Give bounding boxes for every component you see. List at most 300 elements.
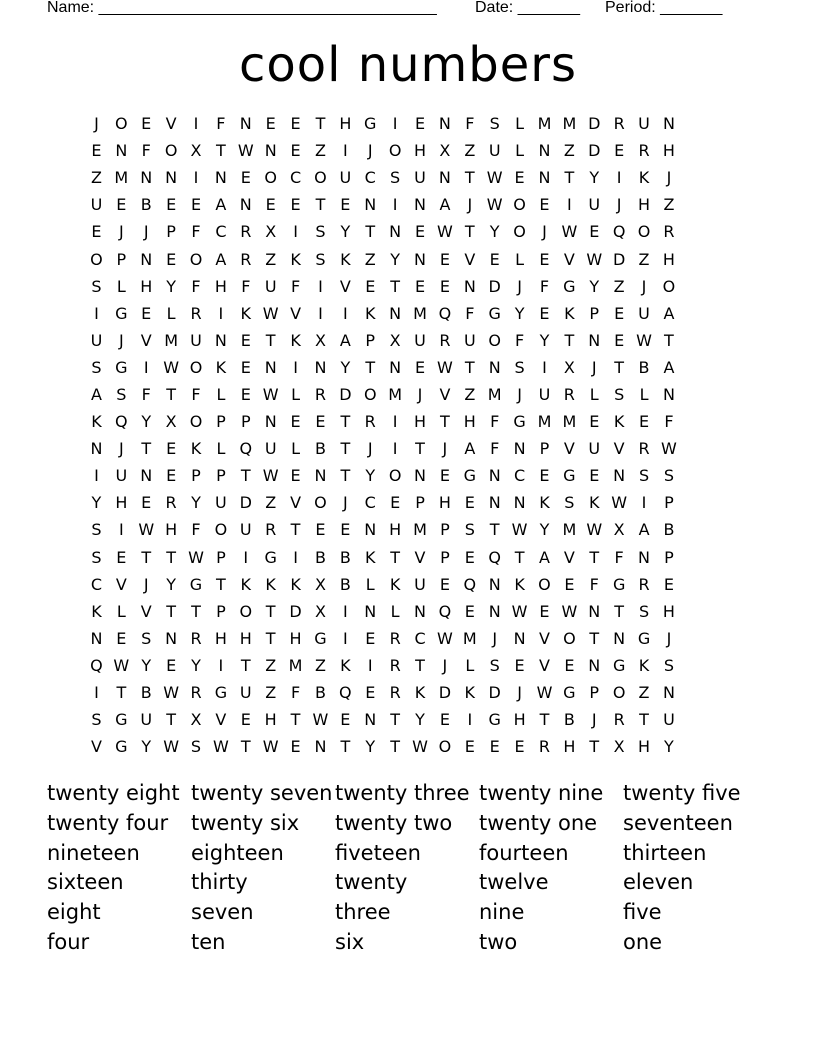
grid-letter: H	[389, 520, 402, 540]
grid-letter: H	[662, 249, 675, 269]
word-list-item: thirty	[191, 870, 248, 895]
grid-letter: J	[467, 195, 473, 215]
grid-letter: S	[91, 276, 102, 296]
grid-letter: V	[464, 249, 476, 269]
grid-letter: L	[639, 384, 649, 404]
grid-letter: P	[116, 249, 127, 269]
grid-letter: X	[190, 710, 202, 730]
grid-letter: P	[191, 466, 201, 486]
grid-letter: V	[613, 439, 625, 459]
grid-letter: K	[564, 303, 575, 323]
grid-letter: W	[163, 357, 180, 377]
grid-letter: G	[488, 303, 501, 323]
grid-letter: T	[415, 439, 425, 459]
grid-letter: K	[364, 303, 376, 323]
grid-letter: W	[312, 710, 329, 730]
grid-letter: E	[414, 276, 426, 296]
grid-letter: X	[314, 574, 326, 594]
grid-letter: C	[414, 628, 426, 648]
grid-letter: O	[239, 601, 253, 621]
grid-letter: W	[262, 737, 279, 757]
grid-letter: J	[492, 628, 498, 648]
word-list-item: seven	[191, 900, 254, 925]
grid-letter: M	[114, 168, 129, 188]
grid-letter: T	[141, 439, 152, 459]
grid-letter: C	[289, 168, 302, 188]
grid-letter: K	[190, 439, 202, 459]
grid-letter: O	[189, 249, 203, 269]
grid-letter: E	[290, 737, 301, 757]
grid-letter: T	[390, 276, 401, 296]
grid-letter: E	[340, 195, 351, 215]
grid-letter: K	[290, 330, 301, 350]
grid-letter: B	[638, 357, 650, 377]
grid-row	[84, 137, 732, 164]
grid-letter: O	[563, 628, 576, 648]
grid-letter: N	[214, 168, 227, 188]
grid-letter: N	[140, 168, 153, 188]
grid-letter: I	[94, 683, 99, 703]
grid-letter: T	[191, 601, 201, 621]
grid-letter: D	[612, 249, 626, 269]
grid-letter: A	[215, 195, 227, 215]
grid-letter: O	[314, 493, 327, 513]
grid-letter: E	[464, 493, 475, 513]
grid-letter: N	[389, 303, 402, 323]
grid-letter: E	[439, 249, 450, 269]
grid-letter: I	[293, 547, 298, 567]
grid-letter: I	[342, 303, 348, 323]
grid-letter: A	[215, 249, 227, 269]
grid-letter: S	[638, 601, 650, 621]
grid-letter: T	[639, 710, 649, 730]
grid-letter: Y	[489, 222, 500, 242]
grid-letter: A	[464, 439, 476, 459]
grid-letter: X	[190, 141, 202, 161]
grid-letter: R	[240, 249, 252, 269]
grid-letter: Z	[314, 141, 326, 161]
grid-letter: K	[638, 655, 650, 675]
grid-letter: Z	[464, 384, 476, 404]
grid-letter: N	[364, 195, 377, 215]
grid-letter: O	[513, 222, 526, 242]
grid-letter: V	[290, 493, 302, 513]
grid-letter: N	[538, 168, 551, 188]
grid-letter: H	[214, 276, 227, 296]
grid-letter: N	[488, 466, 501, 486]
grid-letter: K	[91, 601, 102, 621]
grid-letter: T	[216, 574, 226, 594]
grid-letter: T	[390, 710, 401, 730]
word-list-item: six	[335, 929, 365, 954]
grid-letter: X	[613, 737, 625, 757]
grid-letter: T	[415, 655, 425, 675]
grid-letter: L	[515, 249, 525, 269]
word-list-item: one	[623, 929, 663, 954]
grid-letter: Y	[191, 493, 201, 513]
grid-letter: N	[588, 601, 601, 621]
grid-letter: E	[514, 168, 525, 188]
grid-letter: B	[314, 439, 326, 459]
grid-row	[84, 625, 732, 652]
grid-letter: G	[612, 574, 626, 594]
grid-letter: K	[290, 249, 301, 269]
grid-letter: K	[240, 303, 252, 323]
grid-letter: P	[216, 412, 226, 432]
grid-letter: O	[388, 466, 402, 486]
grid-letter: U	[588, 439, 601, 459]
grid-letter: W	[212, 737, 229, 757]
grid-letter: Z	[563, 141, 575, 161]
grid-letter: G	[563, 683, 576, 703]
word-list-item: seventeen	[623, 810, 733, 835]
grid-letter: W	[163, 737, 180, 757]
grid-letter: F	[614, 547, 624, 567]
grid-letter: J	[442, 439, 448, 459]
grid-letter: J	[118, 439, 124, 459]
word-list-item: twenty nine	[479, 781, 604, 805]
grid-letter: H	[438, 493, 451, 513]
grid-letter: R	[190, 683, 202, 703]
grid-letter: V	[414, 547, 426, 567]
grid-letter: N	[588, 330, 601, 350]
grid-letter: W	[437, 628, 453, 648]
grid-letter: P	[589, 683, 600, 703]
period-field-label: Period: _______	[605, 0, 723, 16]
grid-letter: R	[613, 710, 625, 730]
grid-letter: D	[588, 141, 601, 161]
grid-letter: U	[538, 384, 551, 404]
grid-letter: T	[664, 330, 674, 350]
grid-letter: W	[511, 601, 528, 621]
grid-letter: X	[389, 330, 401, 350]
grid-letter: J	[367, 141, 373, 161]
grid-letter: T	[390, 547, 401, 567]
grid-letter: K	[364, 547, 376, 567]
grid-letter: F	[191, 276, 201, 296]
grid-letter: O	[363, 384, 377, 404]
grid-letter: E	[390, 493, 401, 513]
grid-letter: X	[314, 601, 326, 621]
grid-letter: U	[215, 493, 227, 513]
grid-letter: J	[517, 276, 522, 296]
grid-letter: R	[638, 141, 650, 161]
grid-letter: H	[563, 737, 576, 757]
grid-letter: E	[514, 655, 525, 675]
grid-letter: U	[90, 195, 103, 215]
grid-letter: R	[613, 114, 625, 134]
grid-letter: W	[561, 222, 578, 242]
grid-letter: U	[239, 683, 252, 703]
grid-letter: O	[612, 683, 626, 703]
grid-row	[84, 354, 732, 381]
grid-letter: L	[116, 601, 126, 621]
grid-letter: B	[140, 683, 152, 703]
grid-letter: N	[90, 628, 103, 648]
grid-letter: J	[616, 195, 622, 215]
grid-letter: W	[511, 520, 528, 540]
grid-letter: T	[166, 384, 176, 404]
grid-letter: N	[588, 655, 601, 675]
grid-letter: E	[240, 710, 251, 730]
grid-letter: F	[490, 439, 500, 459]
grid-letter: E	[439, 710, 450, 730]
word-list-item: twenty three	[335, 781, 470, 805]
grid-letter: A	[539, 547, 550, 567]
grid-letter: Y	[365, 466, 376, 486]
grid-letter: M	[537, 114, 552, 134]
grid-letter: T	[564, 168, 575, 188]
grid-letter: E	[539, 195, 550, 215]
grid-letter: L	[291, 384, 301, 404]
grid-letter: N	[538, 141, 551, 161]
grid-letter: H	[264, 710, 277, 730]
grid-letter: P	[216, 466, 226, 486]
grid-letter: F	[191, 520, 201, 540]
grid-letter: H	[638, 737, 651, 757]
grid-letter: K	[215, 357, 227, 377]
grid-letter: W	[661, 439, 677, 459]
grid-letter: J	[143, 222, 149, 242]
grid-letter: T	[340, 466, 351, 486]
grid-letter: L	[291, 439, 301, 459]
grid-letter: W	[113, 655, 130, 675]
grid-letter: E	[290, 141, 301, 161]
word-list-item: twenty four	[47, 810, 169, 835]
grid-letter: I	[342, 141, 348, 161]
grid-letter: U	[663, 710, 675, 730]
grid-letter: E	[116, 195, 127, 215]
grid-letter: N	[239, 195, 252, 215]
grid-letter: V	[115, 574, 127, 594]
grid-letter: G	[115, 710, 128, 730]
grid-letter: E	[539, 303, 550, 323]
grid-letter: I	[193, 168, 199, 188]
grid-letter: H	[513, 710, 526, 730]
grid-letter: H	[339, 114, 352, 134]
grid-letter: B	[339, 547, 351, 567]
grid-letter: I	[243, 547, 249, 567]
grid-letter: U	[463, 330, 476, 350]
grid-letter: V	[290, 303, 302, 323]
grid-letter: E	[638, 412, 650, 432]
grid-letter: N	[414, 601, 426, 621]
grid-letter: J	[591, 710, 597, 730]
grid-letter: E	[589, 466, 600, 486]
grid-letter: R	[638, 574, 650, 594]
grid-letter: E	[489, 249, 500, 269]
grid-letter: F	[490, 412, 500, 432]
grid-letter: H	[140, 276, 153, 296]
grid-letter: R	[389, 683, 401, 703]
grid-letter: U	[488, 141, 501, 161]
grid-letter: N	[214, 330, 227, 350]
grid-letter: I	[94, 303, 99, 323]
grid-letter: K	[464, 683, 476, 703]
grid-letter: S	[91, 710, 102, 730]
grid-letter: W	[636, 330, 652, 350]
grid-letter: E	[365, 276, 376, 296]
grid-letter: Q	[463, 574, 477, 594]
grid-letter: T	[365, 222, 376, 242]
grid-letter: V	[215, 710, 227, 730]
grid-letter: E	[141, 114, 152, 134]
grid-letter: E	[539, 601, 550, 621]
grid-letter: G	[214, 683, 228, 703]
grid-letter: E	[439, 276, 450, 296]
grid-letter: T	[216, 141, 226, 161]
grid-letter: S	[390, 168, 401, 188]
word-list-item: twelve	[479, 870, 549, 895]
grid-letter: E	[116, 628, 127, 648]
grid-letter: N	[638, 547, 651, 567]
grid-letter: W	[262, 466, 279, 486]
grid-row	[84, 489, 732, 516]
grid-row	[84, 652, 732, 679]
grid-letter: T	[290, 710, 301, 730]
grid-letter: E	[514, 737, 525, 757]
grid-letter: N	[165, 168, 178, 188]
word-list-item: twenty seven	[191, 781, 333, 805]
grid-letter: K	[389, 574, 401, 594]
grid-letter: I	[143, 357, 149, 377]
grid-letter: U	[414, 168, 426, 188]
grid-letter: H	[414, 141, 427, 161]
grid-letter: S	[464, 520, 475, 540]
grid-letter: N	[438, 168, 451, 188]
letter-grid	[84, 110, 732, 760]
grid-letter: R	[190, 628, 202, 648]
grid-letter: N	[488, 601, 501, 621]
grid-letter: T	[464, 168, 475, 188]
grid-letter: O	[488, 330, 501, 350]
grid-letter: I	[392, 114, 398, 134]
grid-letter: L	[390, 601, 400, 621]
grid-letter: O	[438, 737, 452, 757]
grid-letter: I	[567, 195, 572, 215]
word-list-item: ten	[191, 929, 226, 954]
grid-row	[84, 381, 732, 408]
grid-letter: S	[663, 655, 674, 675]
word-list-item: twenty one	[479, 810, 598, 835]
grid-letter: Q	[438, 601, 452, 621]
grid-letter: L	[216, 439, 226, 459]
grid-letter: R	[265, 520, 277, 540]
grid-letter: I	[342, 601, 348, 621]
word-list-item: twenty five	[623, 781, 741, 805]
grid-letter: X	[613, 520, 625, 540]
grid-letter: L	[216, 384, 226, 404]
grid-letter: R	[190, 303, 202, 323]
grid-letter: S	[190, 737, 202, 757]
grid-row	[84, 598, 732, 625]
grid-letter: C	[364, 493, 376, 513]
grid-letter: R	[439, 330, 451, 350]
grid-letter: G	[264, 547, 277, 567]
grid-letter: N	[165, 628, 178, 648]
grid-letter: T	[614, 601, 625, 621]
grid-letter: R	[240, 222, 252, 242]
grid-letter: E	[439, 574, 450, 594]
grid-letter: M	[388, 384, 403, 404]
grid-letter: U	[264, 439, 277, 459]
grid-letter: K	[613, 412, 625, 432]
grid-letter: D	[438, 683, 452, 703]
grid-letter: O	[637, 222, 651, 242]
grid-letter: N	[389, 357, 402, 377]
grid-letter: V	[140, 330, 152, 350]
grid-letter: R	[389, 628, 401, 648]
grid-letter: E	[91, 141, 102, 161]
grid-letter: U	[638, 114, 650, 134]
grid-letter: R	[364, 412, 376, 432]
grid-letter: Y	[166, 276, 176, 296]
grid-letter: W	[188, 547, 204, 567]
grid-row	[84, 408, 732, 435]
grid-letter: Y	[340, 222, 351, 242]
word-list-item: thirteen	[623, 840, 707, 865]
grid-letter: U	[339, 168, 352, 188]
grid-letter: G	[612, 655, 626, 675]
grid-letter: W	[611, 493, 628, 513]
grid-letter: E	[166, 249, 177, 269]
grid-letter: Y	[589, 168, 600, 188]
grid-letter: N	[314, 357, 327, 377]
grid-letter: G	[563, 276, 576, 296]
grid-letter: W	[486, 168, 503, 188]
grid-letter: R	[314, 384, 327, 404]
grid-letter: P	[440, 547, 450, 567]
grid-letter: V	[140, 601, 152, 621]
grid-letter: B	[563, 710, 575, 730]
grid-letter: U	[264, 276, 277, 296]
grid-letter: U	[239, 520, 252, 540]
grid-letter: E	[240, 330, 251, 350]
grid-letter: M	[413, 303, 427, 323]
grid-row	[84, 733, 732, 760]
grid-letter: E	[91, 222, 102, 242]
grid-letter: P	[216, 547, 226, 567]
grid-letter: O	[264, 168, 277, 188]
grid-letter: J	[666, 168, 672, 188]
grid-letter: N	[264, 412, 277, 432]
grid-letter: E	[564, 655, 575, 675]
grid-letter: H	[239, 628, 252, 648]
grid-letter: W	[138, 520, 155, 540]
grid-letter: H	[463, 412, 476, 432]
grid-letter: H	[289, 628, 302, 648]
grid-letter: O	[164, 141, 178, 161]
grid-letter: N	[488, 493, 501, 513]
grid-letter: X	[563, 357, 575, 377]
grid-row	[84, 435, 732, 462]
grid-letter: W	[586, 249, 603, 269]
grid-letter: N	[613, 628, 626, 648]
grid-letter: D	[339, 384, 352, 404]
grid-letter: E	[315, 520, 326, 540]
grid-letter: S	[315, 222, 326, 242]
grid-letter: R	[563, 384, 575, 404]
grid-letter: J	[442, 655, 448, 675]
grid-letter: E	[265, 114, 276, 134]
word-list-item: four	[47, 929, 90, 954]
grid-letter: E	[365, 683, 376, 703]
grid-letter: Y	[141, 655, 152, 675]
grid-letter: I	[392, 439, 398, 459]
grid-row	[84, 462, 732, 489]
grid-letter: T	[265, 330, 276, 350]
grid-letter: O	[90, 249, 103, 269]
